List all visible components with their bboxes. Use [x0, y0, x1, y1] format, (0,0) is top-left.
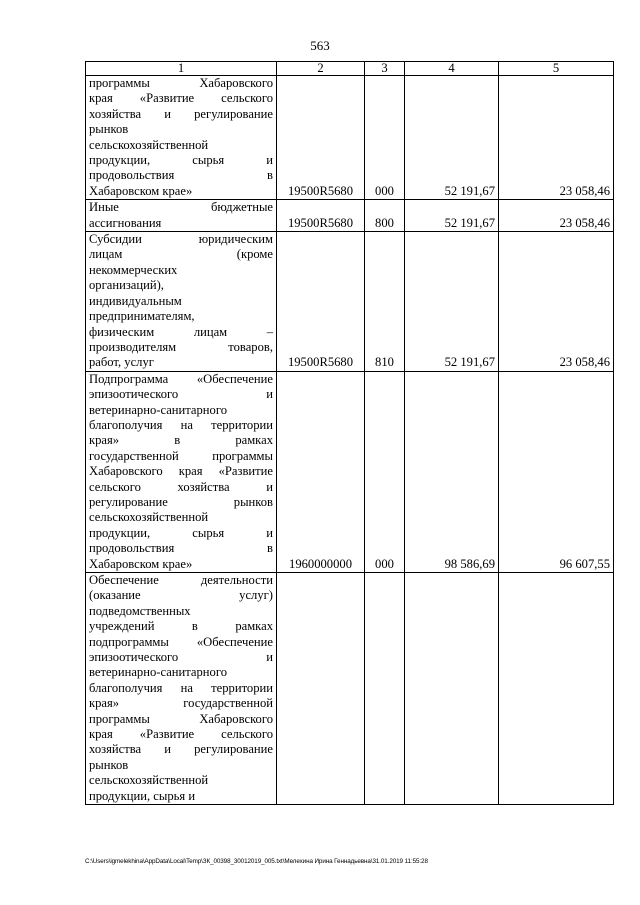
- row-sum-1: 98 586,69: [405, 371, 499, 572]
- description-line: хозяйства и регулирование: [89, 106, 273, 121]
- row-type: 800: [365, 200, 405, 232]
- description-line: продукции, сырья и: [89, 153, 273, 168]
- description-line: (оказание услуг): [89, 588, 273, 603]
- header-col-3: 3: [365, 62, 405, 76]
- description-line: производителям товаров,: [89, 339, 273, 354]
- description-line: эпизоотического и: [89, 650, 273, 665]
- row-sum-1: 52 191,67: [405, 76, 499, 200]
- header-col-4: 4: [405, 62, 499, 76]
- row-description: [86, 76, 277, 200]
- row-type: 810: [365, 232, 405, 372]
- description-line: продовольствия в: [89, 168, 273, 183]
- description-line: края» в рамках: [89, 433, 273, 448]
- description-line: индивидуальным: [89, 293, 182, 308]
- table-row: [86, 200, 614, 232]
- row-sum-1: 52 191,67: [405, 200, 499, 232]
- description-line: программы Хабаровского: [89, 76, 273, 90]
- table-row: [86, 232, 614, 372]
- row-code: 19500R5680: [277, 232, 365, 372]
- row-sum-2: 23 058,46: [499, 200, 614, 232]
- description-line: рынков: [89, 122, 129, 137]
- document-path-footer: C:\Users\igmelekhina\AppData\Local\Temp\ЗК_00398_30012019_005.txt\Мелехина Ирина Геннадьевна\31.01.2019 11:55:28: [85, 858, 428, 865]
- table-row: [86, 76, 614, 200]
- table-row: [86, 371, 614, 572]
- description-line: сельского хозяйства и: [89, 479, 273, 494]
- row-sum-1: [405, 573, 499, 805]
- budget-table: [85, 61, 614, 805]
- page-number: 563: [310, 38, 330, 53]
- header-col-1: 1: [86, 62, 277, 76]
- description-line: подведомственных: [89, 603, 191, 618]
- description-line: благополучия на территории: [89, 417, 273, 432]
- description-line: ветеринарно-санитарного: [89, 665, 227, 680]
- row-sum-2: 96 607,55: [499, 371, 614, 572]
- description-line: государственной программы: [89, 448, 273, 463]
- description-line: края «Развитие сельского: [89, 91, 273, 106]
- row-code: 19500R5680: [277, 76, 365, 200]
- description-line: Хабаровского края «Развитие: [89, 464, 273, 479]
- header-col-2: 2: [277, 62, 365, 76]
- row-type: [365, 573, 405, 805]
- description-line: Иные бюджетные: [89, 200, 273, 215]
- description-line: организаций),: [89, 278, 164, 293]
- description-line: учреждений в рамках: [89, 619, 273, 634]
- description-line: регулирование рынков: [89, 494, 273, 509]
- row-code: [277, 573, 365, 805]
- description-line: эпизоотического и: [89, 387, 273, 402]
- row-type: 000: [365, 371, 405, 572]
- row-type: 000: [365, 76, 405, 200]
- description-line: сельскохозяйственной: [89, 137, 209, 152]
- description-line: края «Развитие сельского: [89, 727, 273, 742]
- description-line: Субсидии юридическим: [89, 232, 273, 247]
- row-description: [86, 232, 277, 372]
- table-header-row: [86, 62, 614, 76]
- table-row: [86, 573, 614, 805]
- row-description: [86, 371, 277, 572]
- description-line: предпринимателям,: [89, 309, 195, 324]
- row-sum-2: 23 058,46: [499, 76, 614, 200]
- row-code: 1960000000: [277, 371, 365, 572]
- description-line: продовольствия в: [89, 541, 273, 556]
- description-line: программы Хабаровского: [89, 711, 273, 726]
- description-line: сельскохозяйственной: [89, 510, 209, 525]
- row-description: [86, 573, 277, 805]
- description-line: благополучия на территории: [89, 680, 273, 695]
- description-line: рынков: [89, 757, 129, 772]
- description-line: работ, услуг: [89, 355, 154, 370]
- description-line: ветеринарно-санитарного: [89, 402, 227, 417]
- description-line: подпрограммы «Обеспечение: [89, 634, 273, 649]
- description-line: продукции, сырья и: [89, 525, 273, 540]
- row-sum-2: 23 058,46: [499, 232, 614, 372]
- header-col-5: 5: [499, 62, 614, 76]
- description-line: некоммерческих: [89, 262, 178, 277]
- description-line: Хабаровском крае»: [89, 556, 193, 571]
- description-line: лицам (кроме: [89, 247, 273, 262]
- table-body: [86, 76, 614, 805]
- description-line: хозяйства и регулирование: [89, 742, 273, 757]
- row-sum-1: 52 191,67: [405, 232, 499, 372]
- description-line: края» государственной: [89, 696, 273, 711]
- description-line: физическим лицам –: [89, 324, 273, 339]
- row-description: [86, 200, 277, 232]
- row-code: 19500R5680: [277, 200, 365, 232]
- row-sum-2: [499, 573, 614, 805]
- description-line: Подпрограмма «Обеспечение: [89, 371, 273, 386]
- description-line: Обеспечение деятельности: [89, 573, 273, 587]
- description-line: продукции, сырья и: [89, 788, 196, 803]
- description-line: ассигнования: [89, 215, 162, 230]
- description-line: Хабаровском крае»: [89, 183, 193, 198]
- description-line: сельскохозяйственной: [89, 773, 209, 788]
